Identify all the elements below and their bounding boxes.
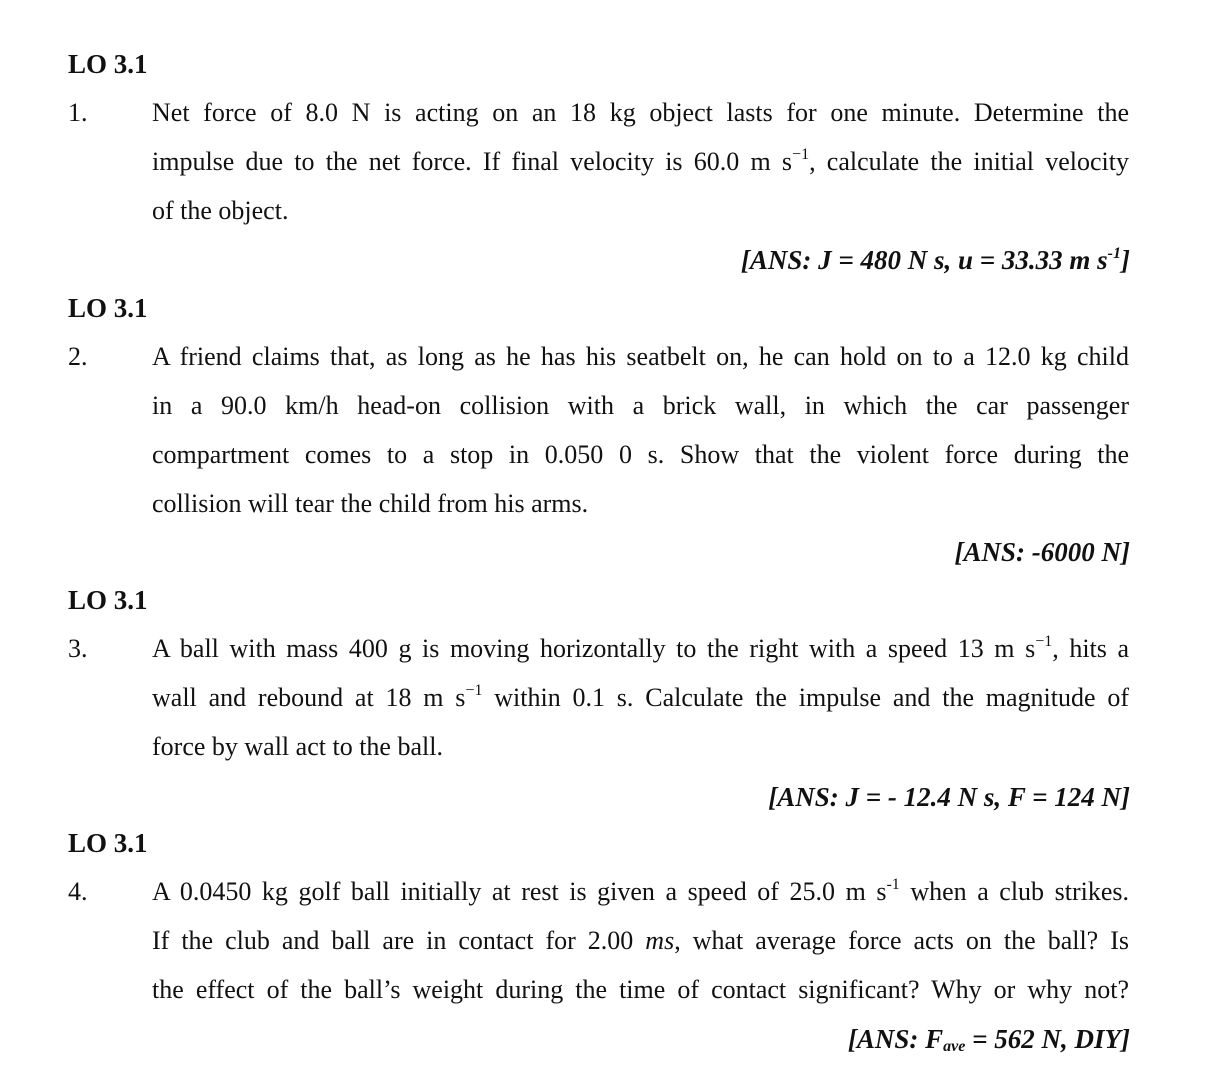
lo-heading: LO 3.1 [68,293,148,323]
question-text-line [152,634,1129,664]
superscript: −1 [792,146,810,163]
answer: [ANS: -6000 N] [954,537,1130,567]
question-text-line: compartment comes to a stop in 0.050 0 s. Show that the violent force during the [152,440,1129,469]
text-run: , calculate the initial velocity [809,147,1129,176]
text-run: , what average force acts on the ball? Is [674,926,1130,955]
question-number: 2. [68,342,88,371]
text-run: , hits a [1052,634,1129,663]
answer-text: [ANS: J = 480 N s, u = 33.33 m s [740,245,1108,275]
question-text-line: force by wall act to the ball. [152,732,443,761]
text-run: wall and rebound at 18 m s [152,683,466,712]
question-number: 1. [68,98,88,127]
question-text-line: Net force of 8.0 N is acting on an 18 kg object lasts for one minute. Determine the [152,98,1129,127]
superscript: −1 [1035,633,1053,650]
answer [741,245,1130,275]
question-text-line [152,877,1129,907]
question-number: 3. [68,634,88,663]
text-run: when a club strikes. [899,877,1129,906]
question-number: 4. [68,877,88,906]
question-text-line [152,926,1129,956]
text-run: impulse due to the net force. If final velocity is 60.0 m s [152,147,793,176]
lo-heading: LO 3.1 [68,828,148,858]
italic-unit: ms [645,926,675,955]
question-text-line [152,683,1129,713]
answer-text: [ANS: F [847,1024,944,1054]
text-run: If the club and ball are in contact for 2.00 [152,926,646,955]
lo-heading: LO 3.1 [68,585,148,615]
text-run: A 0.0450 kg golf ball initially at rest is given a speed of 25.0 m s [152,877,887,906]
answer-text: = 562 N, DIY] [965,1024,1130,1054]
question-text-line: A friend claims that, as long as he has his seatbelt on, he can hold on to a 12.0 kg child [152,342,1129,371]
lo-heading: LO 3.1 [68,49,148,79]
subscript: ave [943,1038,966,1055]
text-run: within 0.1 s. Calculate the impulse and the magnitude of [482,683,1130,712]
question-text-line [152,147,1129,177]
question-text-line: collision will tear the child from his arms. [152,489,589,518]
question-text-line: in a 90.0 km/h head-on collision with a brick wall, in which the car passenger [152,391,1129,420]
superscript: -1 [1107,245,1121,262]
answer [848,1024,1130,1054]
text-run: A ball with mass 400 g is moving horizontally to the right with a speed 13 m s [152,634,1036,663]
answer-text: ] [1121,245,1130,275]
superscript: -1 [886,876,900,893]
question-text-line: of the object. [152,196,289,225]
superscript: −1 [465,682,483,699]
answer: [ANS: J = - 12.4 N s, F = 124 N] [768,782,1130,812]
question-text-line: the effect of the ball’s weight during the time of contact significant? Why or why not? [152,975,1129,1004]
